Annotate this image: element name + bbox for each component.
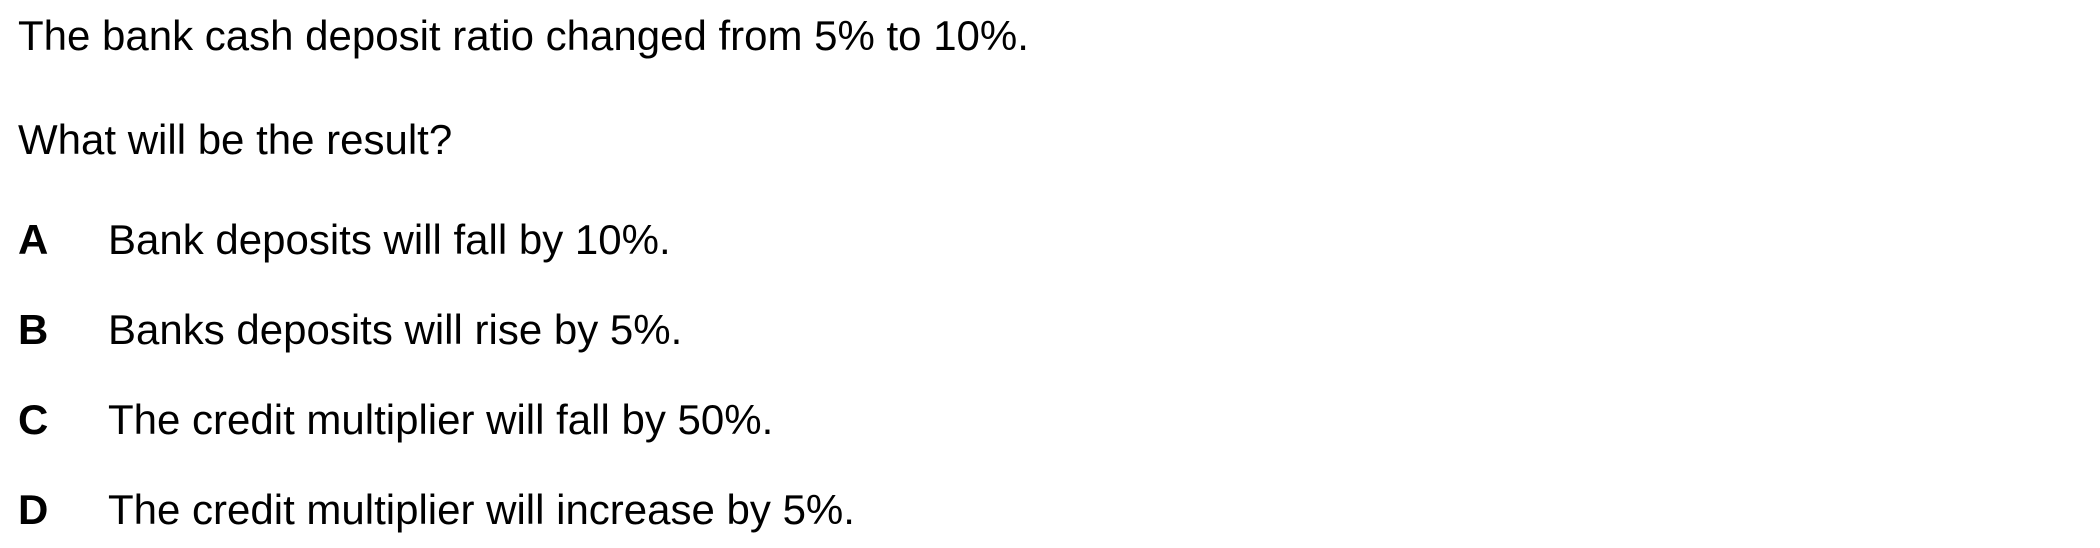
option-text: The credit multiplier will increase by 5%. — [108, 486, 855, 533]
option-text: The credit multiplier will fall by 50%. — [108, 396, 774, 443]
option-text: Banks deposits will rise by 5%. — [108, 306, 683, 353]
option-letter: B — [18, 306, 49, 353]
question-stem: The bank cash deposit ratio changed from 5% to 10%. — [18, 12, 1029, 59]
option-letter: D — [18, 486, 49, 533]
option-text: Bank deposits will fall by 10%. — [108, 216, 671, 263]
question-prompt: What will be the result? — [18, 116, 453, 163]
option-letter: A — [18, 216, 49, 263]
option-letter: C — [18, 396, 49, 443]
